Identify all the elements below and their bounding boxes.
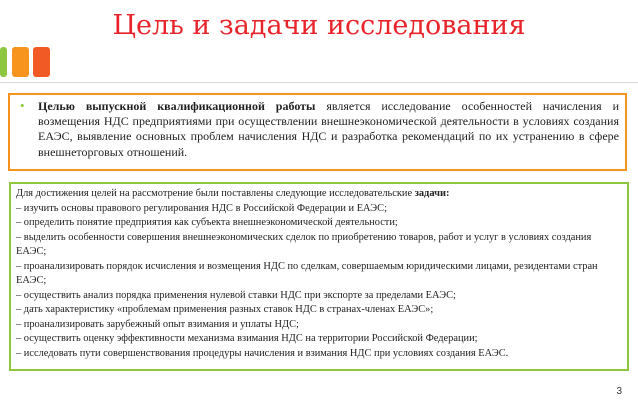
task-item: – проанализировать зарубежный опыт взимания и уплаты НДС; [16, 318, 299, 330]
tasks-intro-text: Для достижения целей на рассмотрение были поставлены следующие исследовательские [16, 188, 415, 199]
tasks-intro [16, 187, 622, 202]
task-item: – дать характеристику «проблемам применения разных ставок НДС в странах-членах ЕАЭС»; [16, 304, 434, 315]
red-orange-square [33, 47, 50, 77]
bullet-dot-icon: • [20, 98, 25, 113]
task-item: – проанализировать порядок исчисления и возмещения НДС по сделкам, совершаемым юридическими лицами, резидентами стран ЕАЭС; [16, 260, 598, 286]
task-item: – осуществить оценку эффективности механизма взимания НДС на территории Российской Федерации; [16, 333, 478, 344]
task-item: – определить понятие предприятия как субъекта внешнеэкономической деятельности; [16, 217, 398, 228]
task-item: – выделить особенности совершения внешнеэкономических сделок по приобретению товаров, работ и услуг в условиях создания ЕАЭС; [16, 231, 592, 257]
decorative-squares [0, 47, 60, 77]
task-item: – осуществить анализ порядка применения нулевой ставки НДС при экспорте за пределами ЕАЭС; [16, 289, 456, 301]
goal-box [8, 93, 627, 171]
page-number: 3 [616, 386, 622, 397]
tasks-intro-bold: задачи: [414, 188, 450, 199]
goal-bold-lead: Целью выпускной квалификационной работы [38, 99, 316, 113]
goal-text: является исследование особенностей начисления и возмещения НДС предприятиями при осуществлении внешнеэкономической деятельности в условиях создания ЕАЭС, выявление основных проблем начисления НДС и разработка рекомендаций по их устранению в сфере внешнеторговых отношений. [38, 99, 619, 159]
task-item: – изучить основы правового регулирования НДС в Российской Федерации и ЕАЭС; [16, 202, 387, 214]
task-item: – исследовать пути совершенствования процедуры начисления и взимания НДС при условиях создания ЕАЭС. [16, 347, 509, 359]
green-square [0, 47, 7, 77]
divider-line [0, 82, 638, 83]
tasks-box [9, 182, 629, 371]
orange-square [12, 47, 29, 77]
slide-title: Цель и задачи исследования [112, 10, 526, 41]
